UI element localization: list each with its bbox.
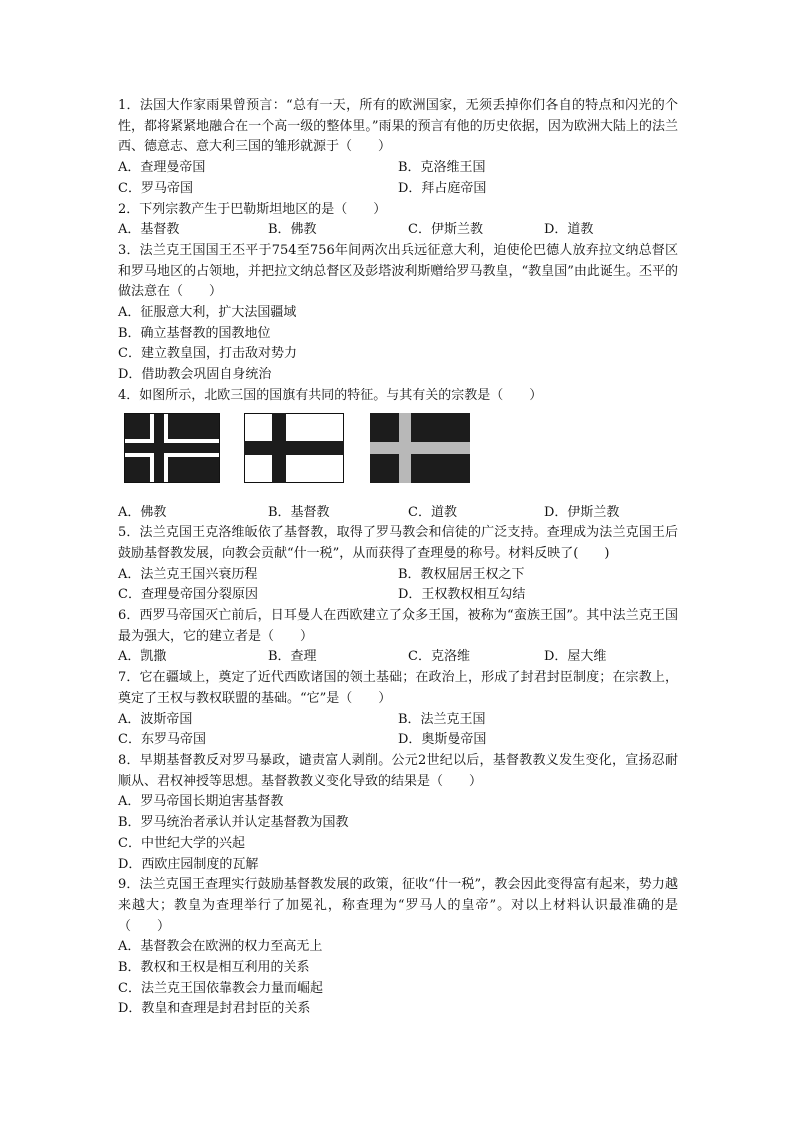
q5-option-d: D．王权教权相互勾结 bbox=[398, 587, 526, 603]
question-6-stem: 6．西罗马帝国灭亡前后，日耳曼人在西欧建立了众多王国，被称为“蛮族王国”。其中法兰克王国最为强大，它的建立者是（ ） bbox=[118, 608, 678, 644]
q3-option-d: D．借助教会巩固自身统治 bbox=[118, 367, 272, 383]
question-6 bbox=[118, 606, 678, 668]
q4-option-c: C．道教 bbox=[408, 504, 457, 520]
q4-option-b: B．基督教 bbox=[268, 504, 330, 520]
q7-option-a: A．波斯帝国 bbox=[118, 711, 193, 727]
q8-option-d: D．西欧庄园制度的瓦解 bbox=[118, 856, 259, 872]
q6-option-d: D．屋大维 bbox=[544, 649, 607, 665]
finland-flag-icon bbox=[244, 413, 344, 483]
question-3 bbox=[118, 241, 678, 386]
q3-option-a: A．征服意大利，扩大法国疆域 bbox=[118, 305, 297, 321]
q9-option-a: A．基督教会在欧洲的权力至高无上 bbox=[118, 939, 323, 955]
q7-option-d: D．奥斯曼帝国 bbox=[398, 732, 487, 748]
question-1-stem: 1．法国大作家雨果曾预言：“总有一天，所有的欧洲国家，无须丢掉你们各自的特点和闪光的个性，都将紧紧地融合在一个高一级的整体里。”雨果的预言有他的历史依据，因为欧洲大陆上的法兰西、德意志、意大利三国的雏形就源于（ ） bbox=[118, 98, 678, 155]
question-8 bbox=[118, 751, 678, 875]
q9-option-c: C．法兰克王国依靠教会力量而崛起 bbox=[118, 980, 323, 996]
q2-option-b: B．佛教 bbox=[268, 222, 317, 238]
q5-option-b: B．教权屈居王权之下 bbox=[398, 566, 525, 582]
question-4-stem: 4．如图所示，北欧三国的国旗有共同的特征。与其有关的宗教是（ ） bbox=[118, 387, 543, 403]
q6-option-a: A．凯撒 bbox=[118, 649, 167, 665]
q5-option-a: A．法兰克王国兴衰历程 bbox=[118, 566, 258, 582]
q2-option-c: C．伊斯兰教 bbox=[408, 222, 483, 238]
q8-option-a: A．罗马帝国长期迫害基督教 bbox=[118, 794, 284, 810]
exam-page bbox=[118, 96, 678, 1020]
q8-option-b: B．罗马统治者承认并认定基督教为国教 bbox=[118, 815, 349, 831]
norway-flag-icon bbox=[124, 413, 220, 483]
q6-option-b: B．查理 bbox=[268, 649, 317, 665]
question-7 bbox=[118, 668, 678, 751]
q1-option-b: B．克洛维王国 bbox=[398, 160, 486, 176]
question-8-stem: 8．早期基督教反对罗马暴政，谴责富人剥削。公元2世纪以后，基督教教义发生变化，宣扬忍耐顺从、君权神授等思想。基督教教义变化导致的结果是（ ） bbox=[118, 752, 678, 789]
q2-option-d: D．道教 bbox=[544, 222, 594, 238]
q1-option-c: C．罗马帝国 bbox=[118, 180, 193, 196]
q3-option-c: C．建立教皇国，打击敌对势力 bbox=[118, 346, 297, 362]
flag-images bbox=[118, 407, 678, 503]
q3-option-b: B．确立基督教的国教地位 bbox=[118, 325, 271, 341]
question-1 bbox=[118, 96, 678, 200]
q1-option-a: A．查理曼帝国 bbox=[118, 160, 206, 176]
q4-option-d: D．伊斯兰教 bbox=[544, 504, 620, 520]
question-4 bbox=[118, 386, 678, 523]
question-2-stem: 2．下列宗教产生于巴勒斯坦地区的是（ ） bbox=[118, 201, 387, 217]
q5-option-c: C．查理曼帝国分裂原因 bbox=[118, 587, 258, 603]
q4-option-a: A．佛教 bbox=[118, 504, 167, 520]
q1-option-d: D．拜占庭帝国 bbox=[398, 180, 487, 196]
q7-option-c: C．东罗马帝国 bbox=[118, 732, 206, 748]
question-7-stem: 7．它在疆域上，奠定了近代西欧诸国的领土基础；在政治上，形成了封君封臣制度；在宗教上，奠定了王权与教权联盟的基础。“它”是（ ） bbox=[118, 670, 678, 706]
q9-option-d: D．教皇和查理是封君封臣的关系 bbox=[118, 1001, 311, 1017]
question-9 bbox=[118, 875, 678, 1020]
question-3-stem: 3．法兰克王国国王丕平于754至756年间两次出兵远征意大利，迫使伦巴德人放弃拉文纳总督区和罗马地区的占领地，并把拉文纳总督区及彭塔波利斯赠给罗马教皇，“教皇国”由此诞生。丕平的做法意在（ ） bbox=[118, 242, 678, 300]
question-2 bbox=[118, 200, 678, 241]
question-9-stem: 9．法兰克国王查理实行鼓励基督教发展的政策，征收“什一税”，教会因此变得富有起来，势力越来越大；教皇为查理举行了加冕礼，称查理为“罗马人的皇帝”。对以上材料认识最准确的是（ ） bbox=[118, 877, 678, 934]
sweden-flag-icon bbox=[370, 413, 470, 483]
q8-option-c: C．中世纪大学的兴起 bbox=[118, 835, 245, 851]
question-5-stem: 5．法兰克国王克洛维皈依了基督教，取得了罗马教会和信徒的广泛支持。查理成为法兰克国王后鼓励基督教发展，向教会贡献“什一税”，从而获得了查理曼的称号。材料反映了( ) bbox=[118, 525, 678, 561]
q2-option-a: A．基督教 bbox=[118, 222, 180, 238]
q7-option-b: B．法兰克王国 bbox=[398, 711, 486, 727]
q6-option-c: C．克洛维 bbox=[408, 649, 470, 665]
q9-option-b: B．教权和王权是相互利用的关系 bbox=[118, 960, 310, 976]
question-5 bbox=[118, 523, 678, 606]
